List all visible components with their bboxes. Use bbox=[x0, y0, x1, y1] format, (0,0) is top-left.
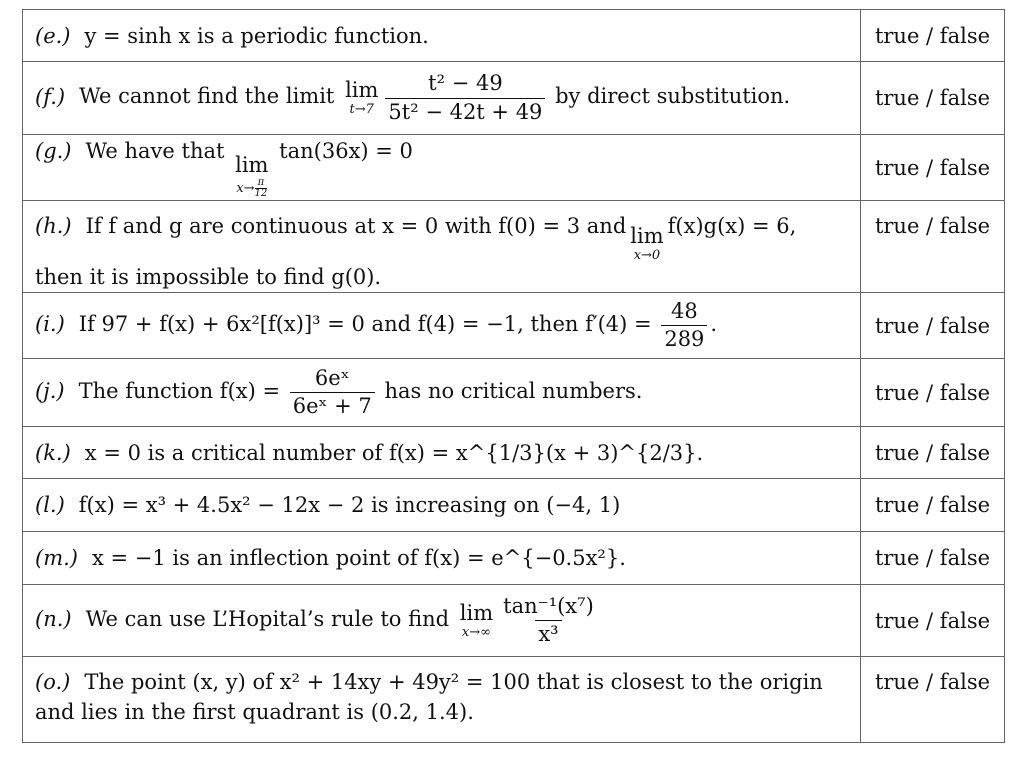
answer-choice[interactable]: true / false bbox=[861, 62, 1005, 135]
fraction bbox=[290, 367, 375, 418]
lim-text: lim bbox=[630, 224, 664, 248]
table-row bbox=[23, 359, 1005, 427]
question-label: (g.) bbox=[35, 139, 72, 163]
question-text-post: has no critical numbers. bbox=[384, 379, 643, 403]
question-e bbox=[23, 10, 861, 62]
question-text-post: tan(36x) = 0 bbox=[279, 139, 413, 163]
question-text-line2: and lies in the first quadrant is (0.2, 1.4). bbox=[35, 700, 474, 724]
question-text-pre: If f and g are continuous at x = 0 with f(0) = 3 and bbox=[85, 214, 627, 238]
question-label: (m.) bbox=[35, 546, 78, 570]
fraction bbox=[500, 595, 597, 646]
numerator: tan⁻¹(x⁷) bbox=[503, 593, 594, 618]
question-text-pre: We can use L’Hopital’s rule to find bbox=[85, 607, 450, 631]
question-n bbox=[23, 585, 861, 657]
answer-choice[interactable]: true / false bbox=[861, 532, 1005, 585]
question-text-post: f(x)g(x) = 6, bbox=[667, 214, 797, 238]
question-i bbox=[23, 293, 861, 359]
numerator: 48 bbox=[671, 298, 698, 323]
table-row bbox=[23, 135, 1005, 201]
question-text-pre: The function f(x) = bbox=[78, 379, 281, 403]
true-false-table bbox=[22, 9, 1005, 743]
answer-choice[interactable]: true / false bbox=[861, 10, 1005, 62]
question-text-pre: We cannot find the limit bbox=[79, 84, 335, 109]
lim-subscript: t→7 bbox=[349, 102, 374, 117]
fraction bbox=[661, 300, 707, 351]
table-row bbox=[23, 532, 1005, 585]
question-label: (h.) bbox=[35, 214, 72, 238]
lim-sub-numerator: π bbox=[257, 177, 265, 188]
question-text-line2: then it is impossible to find g(0). bbox=[35, 265, 382, 289]
denominator: 5t² − 42t + 49 bbox=[385, 98, 545, 124]
question-label: (o.) bbox=[35, 670, 71, 694]
numerator: 6eˣ bbox=[314, 365, 350, 390]
question-label: (j.) bbox=[35, 379, 65, 403]
denominator: 6eˣ + 7 bbox=[290, 392, 375, 418]
answer-choice[interactable]: true / false bbox=[861, 359, 1005, 427]
answer-choice[interactable]: true / false bbox=[861, 657, 1005, 743]
question-text: x = 0 is a critical number of f(x) = x^{1/3}(x + 3)^{2/3}. bbox=[84, 440, 704, 465]
table-row bbox=[23, 62, 1005, 135]
lim-text: lim bbox=[345, 78, 379, 102]
fraction bbox=[385, 72, 545, 123]
lim-subscript bbox=[236, 178, 267, 199]
question-g bbox=[23, 135, 861, 201]
question-j bbox=[23, 359, 861, 427]
lim-subscript: x→∞ bbox=[461, 624, 491, 640]
question-text: y = sinh x is a periodic function. bbox=[84, 23, 429, 48]
answer-choice[interactable]: true / false bbox=[861, 135, 1005, 201]
question-label: (f.) bbox=[35, 84, 66, 109]
table-row bbox=[23, 201, 1005, 293]
table-row bbox=[23, 427, 1005, 479]
question-text: x = −1 is an inflection point of f(x) = e^{−0.5x²}. bbox=[91, 546, 626, 570]
lim-subscript-arrow: x→ bbox=[236, 181, 255, 196]
question-text: f(x) = x³ + 4.5x² − 12x − 2 is increasing on (−4, 1) bbox=[78, 493, 621, 517]
answer-choice[interactable]: true / false bbox=[861, 293, 1005, 359]
table-row bbox=[23, 585, 1005, 657]
question-text-post: . bbox=[710, 312, 718, 336]
lim-text: lim bbox=[235, 153, 269, 177]
question-m bbox=[23, 532, 861, 585]
lim-subscript-fraction bbox=[255, 178, 268, 199]
lim-sub-denominator: 12 bbox=[254, 188, 268, 199]
question-text-line1: The point (x, y) of x² + 14xy + 49y² = 100 that is closest to the origin bbox=[84, 670, 823, 694]
limit-operator bbox=[630, 226, 663, 262]
answer-choice[interactable]: true / false bbox=[861, 427, 1005, 479]
numerator: t² − 49 bbox=[428, 71, 503, 96]
answer-choice[interactable]: true / false bbox=[861, 201, 1005, 293]
limit-operator bbox=[235, 155, 268, 199]
lim-text: lim bbox=[459, 600, 494, 625]
table-row bbox=[23, 10, 1005, 62]
question-label: (k.) bbox=[35, 440, 71, 465]
table-row bbox=[23, 657, 1005, 743]
question-label: (e.) bbox=[35, 23, 71, 48]
answer-choice[interactable]: true / false bbox=[861, 585, 1005, 657]
question-h bbox=[23, 201, 861, 293]
denominator: 289 bbox=[661, 325, 707, 351]
question-k bbox=[23, 427, 861, 479]
question-o bbox=[23, 657, 861, 743]
question-text-pre: If 97 + f(x) + 6x²[f(x)]³ = 0 and f(4) = −1, then f′(4) = bbox=[78, 312, 652, 336]
question-text-pre: We have that bbox=[85, 139, 225, 163]
limit-operator bbox=[459, 600, 494, 640]
question-text-post: by direct substitution. bbox=[555, 84, 791, 109]
answer-choice[interactable]: true / false bbox=[861, 479, 1005, 532]
question-f bbox=[23, 62, 861, 135]
question-label: (i.) bbox=[35, 312, 65, 336]
limit-operator bbox=[345, 80, 378, 116]
question-label: (l.) bbox=[35, 493, 65, 517]
question-l bbox=[23, 479, 861, 532]
lim-subscript: x→0 bbox=[633, 248, 661, 263]
table-row bbox=[23, 479, 1005, 532]
table-row bbox=[23, 293, 1005, 359]
question-label: (n.) bbox=[35, 607, 72, 631]
denominator: x³ bbox=[535, 620, 561, 646]
